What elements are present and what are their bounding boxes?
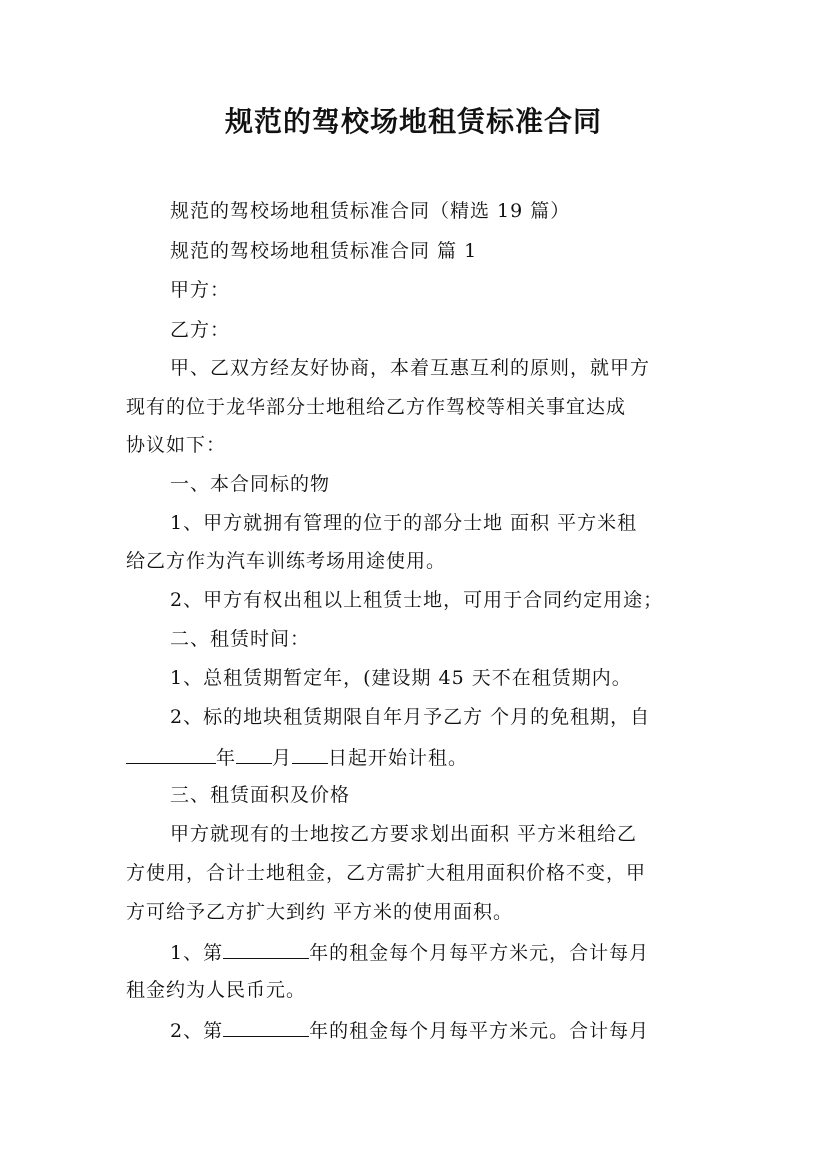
item-prefix: 1、第 — [170, 942, 224, 964]
clause-heading: 三、租赁面积及价格 — [170, 784, 351, 806]
paragraph-line: 协议如下： — [126, 434, 227, 456]
paragraph-line: 方使用，合计士地租金，乙方需扩大租用面积价格不变，甲 — [126, 862, 647, 884]
paragraph-line: 甲方就现有的士地按乙方要求划出面积 平方米租给乙 — [170, 823, 638, 845]
blank-field — [292, 743, 328, 764]
paragraph-line — [170, 938, 710, 966]
blank-field — [223, 938, 309, 959]
item-text: 年的租金每个月每平方米元，合计每月 — [309, 942, 650, 964]
date-blank-line — [126, 743, 706, 771]
blank-field — [126, 743, 216, 764]
blank-field — [223, 1016, 309, 1037]
paragraph-line: 甲、乙双方经友好协商，本着互惠互利的原则，就甲方 — [170, 357, 651, 379]
party-a-line: 甲方： — [170, 279, 231, 301]
clause-heading: 二、租赁时间： — [170, 628, 311, 650]
clause-heading: 一、本合同标的物 — [170, 473, 331, 495]
month-label: 月 — [272, 747, 293, 769]
paragraph-line: 现有的位于龙华部分士地租给乙方作驾校等相关事宜达成 — [126, 396, 627, 418]
paragraph-line: 2、甲方有权出租以上租赁士地，可用于合同约定用途； — [170, 589, 664, 611]
day-label: 日起开始计租。 — [328, 747, 469, 769]
document-title: 规范的驾校场地租赁标准合同 — [224, 105, 602, 138]
section-heading: 规范的驾校场地租赁标准合同 篇 1 — [170, 240, 478, 262]
paragraph-line: 给乙方作为汽车训练考场用途使用。 — [126, 550, 447, 572]
item-text: 年的租金每个月每平方米元。合计每月 — [309, 1020, 650, 1042]
party-b-line: 乙方： — [170, 319, 231, 341]
paragraph-line: 2、标的地块租赁期限自年月予乙方 个月的免租期，自 — [170, 706, 651, 728]
paragraph-line: 方可给予乙方扩大到约 平方米的使用面积。 — [126, 901, 514, 923]
paragraph-line: 租金约为人民币元。 — [126, 979, 307, 1001]
blank-field — [236, 743, 272, 764]
item-prefix: 2、第 — [170, 1020, 224, 1042]
year-label: 年 — [216, 747, 237, 769]
subtitle-line: 规范的驾校场地租赁标准合同（精选 19 篇） — [170, 200, 571, 222]
paragraph-line — [170, 1016, 710, 1044]
paragraph-line: 1、甲方就拥有管理的位于的部分士地 面积 平方米租 — [170, 512, 638, 534]
paragraph-line: 1、总租赁期暂定年，(建设期 45 天不在租赁期内。 — [170, 667, 632, 689]
